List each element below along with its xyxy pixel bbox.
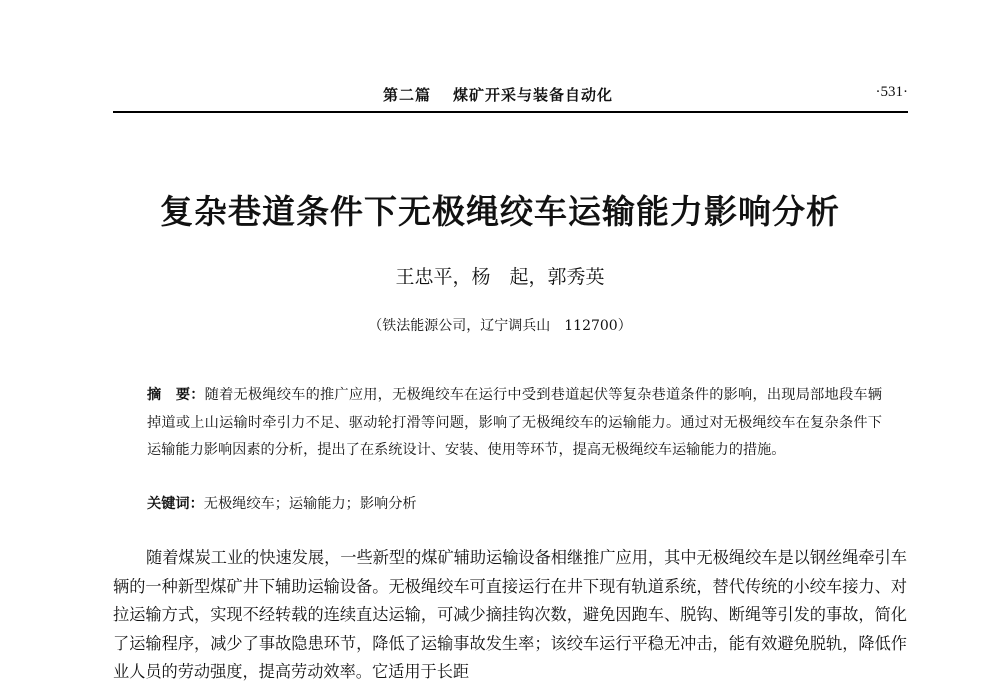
abstract-text: 随着无极绳绞车的推广应用，无极绳绞车在运行中受到巷道起伏等复杂巷道条件的影响，出现局部地段车辆掉道或上山运输时牵引力不足、驱动轮打滑等问题，影响了无极绳绞车的运输能力。通过对无极绳绞车在复杂条件下运输能力影响因素的分析，提出了在系统设计、安装、使用等环节，提高无极绳绞车运输能力的措施。 bbox=[147, 387, 882, 458]
paper-authors: 王忠平，杨 起，郭秀英 bbox=[395, 266, 605, 288]
paper-affiliation: （铁法能源公司，辽宁调兵山 112700） bbox=[368, 318, 632, 334]
page-number: ·531· bbox=[875, 84, 908, 100]
keywords-text: 无极绳绞车；运输能力；影响分析 bbox=[203, 496, 417, 512]
header-section: 煤矿开采与装备自动化 bbox=[453, 86, 614, 104]
keywords bbox=[147, 491, 882, 519]
paper-title: 复杂巷道条件下无极绳绞车运输能力影响分析 bbox=[160, 192, 840, 231]
running-header bbox=[113, 82, 908, 112]
abstract-label: 摘 要： bbox=[147, 387, 205, 403]
abstract bbox=[147, 382, 882, 465]
header-section-title bbox=[383, 84, 613, 105]
header-rule bbox=[113, 111, 908, 113]
body-paragraph: 随着煤炭工业的快速发展，一些新型的煤矿辅助运输设备相继推广应用，其中无极绳绞车是以钢丝绳牵引车辆的一种新型煤矿井下辅助运输设备。无极绳绞车可直接运行在井下现有轨道系统，替代传统的小绞车接力、对拉运输方式，实现不经转载的连续直达运输，可减少摘挂钩次数，避免因跑车、脱钩、断绳等引发的事故，简化了运输程序，减少了事故隐患环节，降低了运输事故发生率；该绞车运行平稳无冲击，能有效避免脱轨，降低作业人员的劳动强度，提高劳动效率。它适用于长距 bbox=[113, 548, 907, 681]
header-part: 第二篇 bbox=[383, 86, 432, 104]
keywords-label: 关键词： bbox=[147, 496, 204, 512]
